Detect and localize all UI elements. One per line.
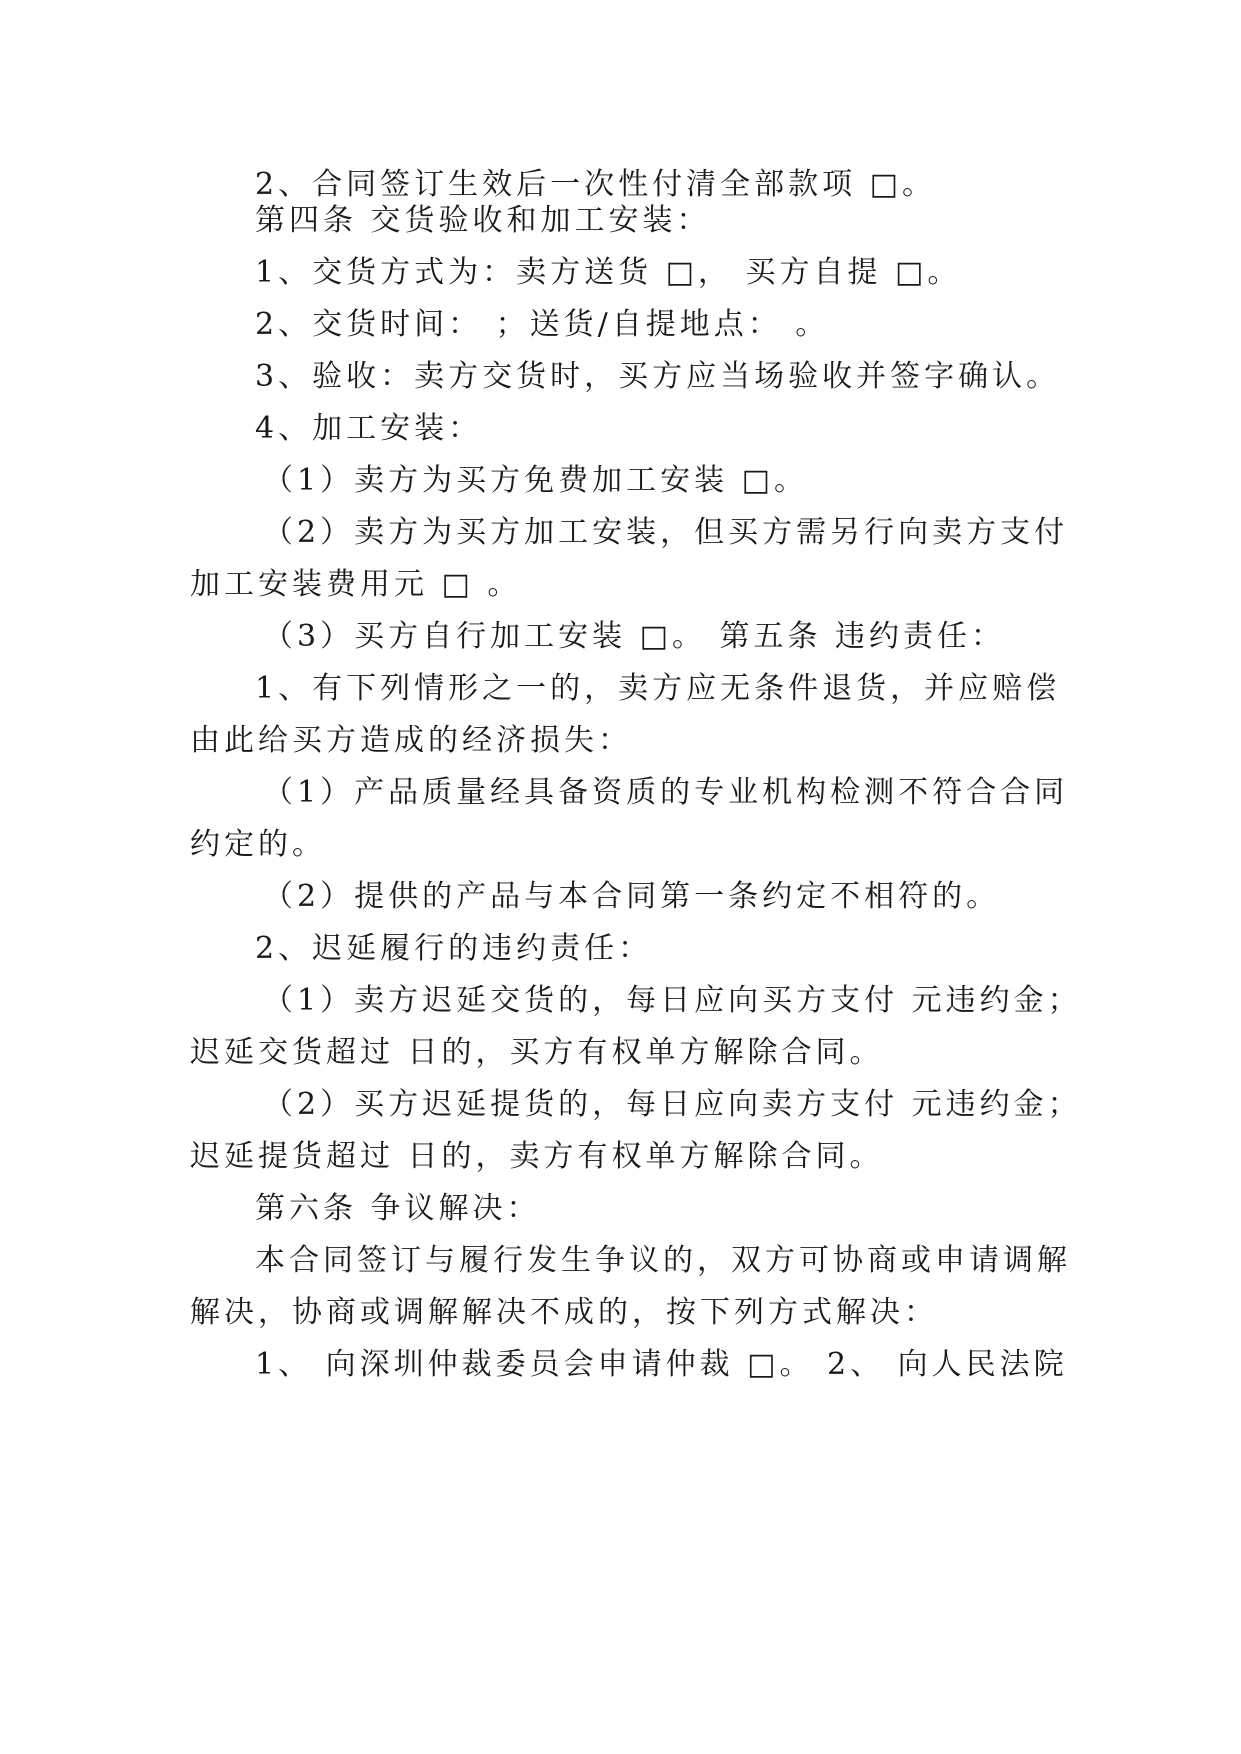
- nonconforming-product-line: （2）提供的产品与本合同第一条约定不相符的。: [263, 879, 1001, 914]
- breach-return-line: 1、有下列情形之一的，卖方应无条件退货，并应赔偿: [255, 671, 1061, 706]
- paid-installation-line: （2）卖方为买方加工安装，但买方需另行向卖方支付: [263, 515, 1069, 550]
- self-installation-line: （3）买方自行加工安装 □。 第五条 违约责任：: [263, 619, 1006, 654]
- dispute-resolution-continued: 解决，协商或调解解决不成的，按下列方式解决：: [190, 1295, 938, 1330]
- delay-liability-heading: 2、迟延履行的违约责任：: [255, 931, 653, 966]
- quality-defect-continued: 约定的。: [190, 827, 326, 862]
- buyer-delay-line: （2）买方迟延提货的，每日应向卖方支付 元违约金；: [263, 1087, 1082, 1122]
- article-four-heading: 第四条 交货验收和加工安装：: [255, 203, 711, 238]
- free-installation-line: （1）卖方为买方免费加工安装 □。: [263, 463, 808, 498]
- buyer-delay-continued: 迟延提货超过 日的，卖方有权单方解除合同。: [190, 1139, 884, 1174]
- seller-delay-continued: 迟延交货超过 日的，买方有权单方解除合同。: [190, 1035, 884, 1070]
- article-six-heading: 第六条 争议解决：: [255, 1191, 541, 1226]
- acceptance-line: 3、验收：卖方交货时，买方应当场验收并签字确认。: [255, 359, 1061, 394]
- installation-fee-line: 加工安装费用元 □ 。: [190, 567, 522, 602]
- delivery-method-line: 1、交货方式为：卖方送货 □， 买方自提 □。: [255, 255, 962, 290]
- breach-return-continued: 由此给买方造成的经济损失：: [190, 723, 632, 758]
- quality-defect-line: （1）产品质量经具备资质的专业机构检测不符合合同: [263, 775, 1069, 810]
- arbitration-court-line: 1、 向深圳仲裁委员会申请仲裁 □。 2、 向人民法院: [255, 1347, 1068, 1382]
- seller-delay-line: （1）卖方迟延交货的，每日应向买方支付 元违约金；: [263, 983, 1082, 1018]
- dispute-resolution-line: 本合同签订与履行发生争议的，双方可协商或申请调解: [255, 1243, 1071, 1278]
- delivery-time-line: 2、交货时间： ；送货/自提地点： 。: [255, 307, 830, 342]
- payment-clause-line: 2、合同签订生效后一次性付清全部款项 □。: [255, 167, 936, 202]
- installation-heading: 4、加工安装：: [255, 411, 483, 446]
